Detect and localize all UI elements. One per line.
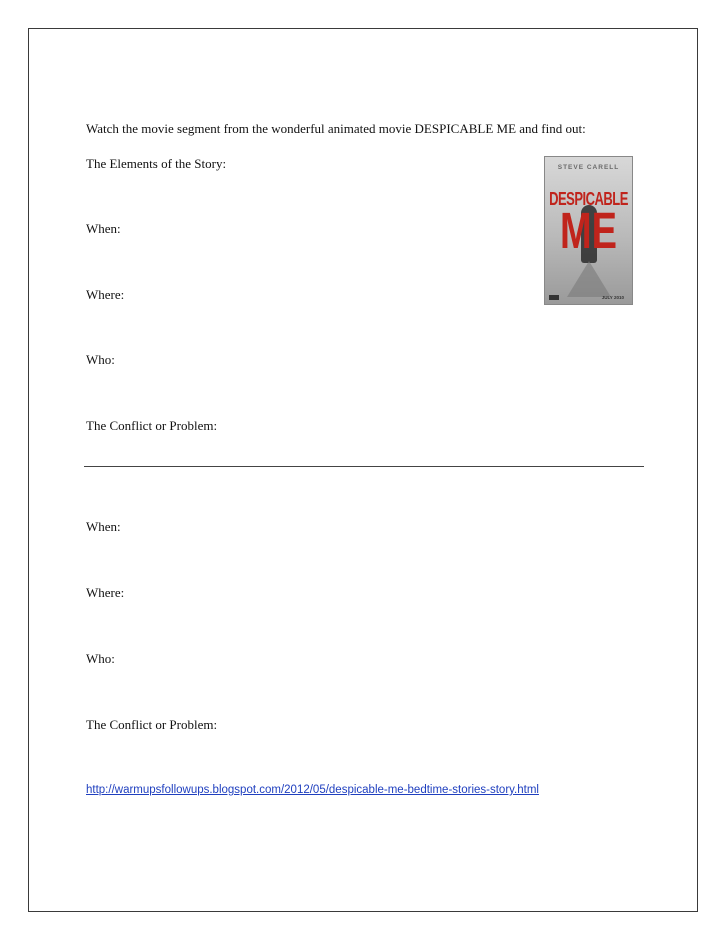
movie-poster bbox=[544, 156, 633, 305]
poster-title-top: DESPICABLE bbox=[549, 188, 628, 209]
when-label-2: When: bbox=[86, 519, 121, 534]
where-label-2: Where: bbox=[86, 585, 125, 600]
elements-heading: The Elements of the Story: bbox=[86, 156, 227, 171]
source-link[interactable]: http://warmupsfollowups.blogspot.com/2012/05/despicable-me-bedtime-stories-story.html bbox=[86, 784, 539, 796]
poster-release-date: JULY 2010 bbox=[601, 295, 624, 300]
conflict-label-2: The Conflict or Problem: bbox=[86, 717, 218, 732]
who-label-1: Who: bbox=[86, 352, 115, 367]
poster-title-bottom: ME bbox=[560, 203, 617, 261]
conflict-label-1: The Conflict or Problem: bbox=[86, 418, 218, 433]
poster-road bbox=[567, 261, 611, 297]
poster-rating-box bbox=[549, 295, 559, 300]
poster-actor-name: STEVE CARELL bbox=[557, 164, 620, 171]
when-label-1: When: bbox=[86, 221, 121, 236]
intro-text: Watch the movie segment from the wonderful animated movie DESPICABLE ME and find out: bbox=[86, 121, 586, 136]
who-label-2: Who: bbox=[86, 651, 115, 666]
where-label-1: Where: bbox=[86, 287, 125, 302]
section-divider bbox=[84, 466, 644, 467]
